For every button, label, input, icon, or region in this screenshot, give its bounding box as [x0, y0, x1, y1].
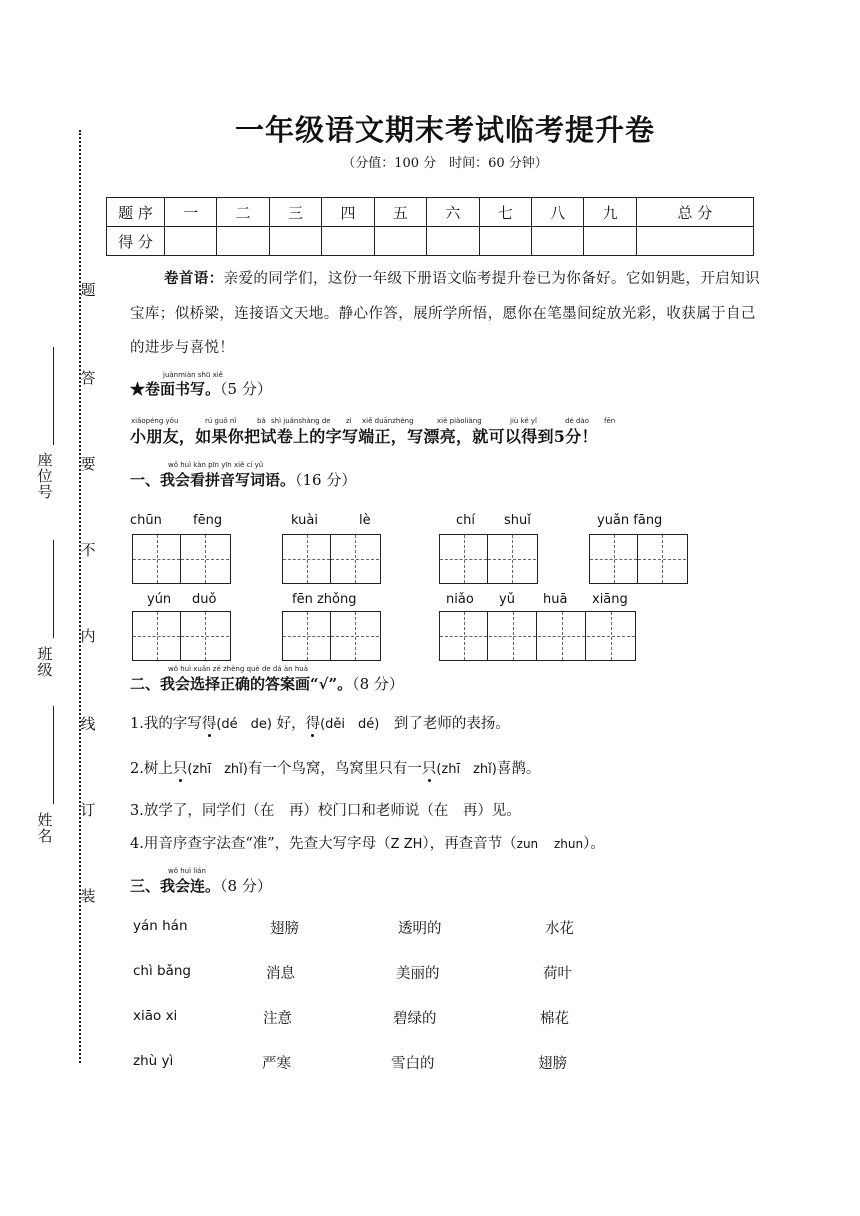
match-pinyin[interactable]: yán hán: [133, 918, 188, 934]
score-table-header-row: [107, 198, 754, 227]
preface-text: 亲爱的同学们，这份一年级下册语文临考提升卷已为你备好。它如钥匙，开启知识宝库；似桥梁，连接语文天地。静心作答，展所学所悟，愿你在笔墨间绽放光彩，收获属于自己的进步与喜悦！: [130, 271, 761, 356]
margin-char: 内: [80, 627, 96, 645]
writing-grid[interactable]: [439, 611, 636, 661]
match-adjective[interactable]: 雪白的: [391, 1056, 435, 1072]
margin-char: 装: [80, 887, 96, 905]
note-pinyin: shì juǎnshàng de: [271, 417, 331, 425]
note-pinyin: fēn: [604, 417, 616, 425]
margin-char: 答: [80, 369, 96, 387]
question-2-4: 4.用音序查字法查“准”，先查大写字母（Z ZH），再查音节（zun zhun）。: [130, 836, 605, 852]
match-word[interactable]: 注意: [263, 1011, 292, 1027]
word-pinyin: huā: [543, 592, 568, 607]
writing-grid[interactable]: [439, 534, 538, 584]
writing-grid[interactable]: [282, 611, 381, 661]
writing-grid[interactable]: [132, 611, 231, 661]
match-noun[interactable]: 翅膀: [538, 1056, 567, 1072]
section2-title: 二、我会选择正确的答案画“√”。（8 分）: [130, 675, 404, 693]
note-pinyin: bǎ: [257, 417, 266, 425]
word-pinyin: yǔ: [499, 592, 515, 607]
score-cell[interactable]: [479, 227, 531, 256]
score-cell[interactable]: [165, 227, 217, 256]
seat-field[interactable]: [53, 347, 54, 445]
word-pinyin: shuǐ: [504, 513, 531, 528]
match-word[interactable]: 翅膀: [270, 921, 299, 937]
page-subtitle: （分值：100 分 时间：60 分钟）: [342, 156, 548, 171]
word-pinyin: duǒ: [192, 592, 217, 607]
star-section-note: 小朋友，如果你把试卷上的字写端正，写漂亮，就可以得到5分！: [130, 427, 598, 446]
note-pinyin: zì: [346, 417, 352, 425]
margin-char: 订: [80, 801, 96, 819]
choice-option[interactable]: zun zhun: [516, 837, 584, 851]
note-pinyin: dé dào: [565, 417, 589, 425]
question-2-3: 3.放学了，同学们（在 再）校门口和老师说（在 再）见。: [130, 803, 521, 819]
word-pinyin: yuǎn fāng: [597, 513, 663, 528]
score-table-header-cell: 一: [165, 198, 217, 227]
score-cell[interactable]: [636, 227, 753, 256]
seat-label: 座位号: [37, 451, 53, 501]
section3-pinyin: wǒ huì lián: [168, 867, 206, 875]
score-table-header-cell: 题 序: [107, 198, 165, 227]
score-table-header-cell: 总 分: [636, 198, 753, 227]
match-noun[interactable]: 水花: [545, 921, 574, 937]
section3-title: 三、我会连。（8 分）: [130, 877, 272, 895]
word-pinyin: lè: [359, 513, 371, 528]
writing-grid[interactable]: [589, 534, 688, 584]
margin-char: 题: [80, 281, 96, 299]
question-2-1: 1.我的字写得(dé de) 好，得(děi dé) 到了老师的表扬。: [130, 716, 510, 732]
match-word[interactable]: 消息: [266, 966, 295, 982]
word-pinyin: chí: [456, 513, 475, 528]
score-cell[interactable]: [217, 227, 269, 256]
note-pinyin: xiě piàoliàng: [437, 417, 482, 425]
choice-option[interactable]: (děi dé): [320, 717, 380, 732]
match-noun[interactable]: 荷叶: [543, 966, 572, 982]
word-pinyin: yún: [147, 592, 172, 607]
margin-char: 要: [80, 455, 96, 473]
score-table-header-cell: 七: [479, 198, 531, 227]
section1-title: 一、我会看拼音写词语。（16 分）: [130, 471, 357, 489]
preface: [130, 262, 766, 366]
match-adjective[interactable]: 透明的: [398, 921, 442, 937]
score-table-header-cell: 二: [217, 198, 269, 227]
word-pinyin: kuài: [291, 513, 318, 528]
score-row-label: 得 分: [107, 227, 165, 256]
score-cell[interactable]: [269, 227, 321, 256]
score-cell[interactable]: [427, 227, 479, 256]
score-table-header-cell: 三: [269, 198, 321, 227]
score-table-header-cell: 四: [322, 198, 374, 227]
choice-option[interactable]: (zhī zhǐ): [436, 762, 497, 777]
note-pinyin: xiě duānzhèng: [362, 417, 414, 425]
section2-pinyin: wǒ huì xuǎn zé zhèng què de dá àn huà: [168, 665, 308, 673]
word-pinyin: xiāng: [592, 592, 628, 607]
class-label: 班级: [37, 645, 53, 679]
writing-grid[interactable]: [132, 534, 231, 584]
section1-pinyin: wǒ huì kàn pīn yīn xiě cí yǔ: [168, 461, 264, 469]
match-word[interactable]: 严寒: [262, 1056, 291, 1072]
star-section-title: ★卷面书写。（5 分）: [130, 380, 272, 398]
score-cell[interactable]: [531, 227, 583, 256]
score-table: [106, 197, 754, 256]
note-pinyin: rú guǒ nǐ: [205, 417, 237, 425]
star-section-pinyin: juànmiàn shū xiě: [163, 371, 223, 379]
match-pinyin[interactable]: chì bǎng: [133, 963, 191, 979]
score-table-header-cell: 九: [584, 198, 636, 227]
name-field[interactable]: [53, 706, 54, 804]
score-table-header-cell: 五: [374, 198, 426, 227]
match-adjective[interactable]: 碧绿的: [393, 1011, 437, 1027]
class-field[interactable]: [53, 540, 54, 638]
word-pinyin: fēn zhǒng: [292, 592, 357, 607]
binding-dotted-line: [79, 130, 81, 1063]
page-title: 一年级语文期末考试临考提升卷: [234, 113, 655, 147]
note-pinyin: jiù kě yǐ: [510, 417, 537, 425]
margin-char: 不: [80, 541, 96, 559]
question-2-2: 2.树上只(zhī zhǐ)有一个鸟窝，鸟窝里只有一只(zhī zhǐ)喜鹊。: [130, 761, 541, 777]
writing-grid[interactable]: [282, 534, 381, 584]
score-cell[interactable]: [322, 227, 374, 256]
score-table-header-cell: 八: [531, 198, 583, 227]
score-cell[interactable]: [374, 227, 426, 256]
preface-label: 卷首语：: [164, 270, 224, 287]
word-pinyin: niǎo: [446, 592, 474, 607]
choice-option[interactable]: (dé de): [216, 717, 272, 732]
choice-option[interactable]: (zhī zhǐ): [187, 762, 248, 777]
score-table-header-cell: 六: [427, 198, 479, 227]
word-pinyin: chūn: [130, 513, 162, 528]
match-pinyin[interactable]: xiāo xi: [133, 1008, 178, 1024]
match-pinyin[interactable]: zhù yì: [133, 1053, 174, 1069]
match-adjective[interactable]: 美丽的: [396, 966, 440, 982]
match-noun[interactable]: 棉花: [540, 1011, 569, 1027]
score-table-score-row: [107, 227, 754, 256]
margin-char: 线: [80, 715, 96, 733]
choice-option[interactable]: Z ZH: [390, 837, 423, 852]
score-cell[interactable]: [584, 227, 636, 256]
note-pinyin: xiǎopéng yǒu: [131, 417, 179, 425]
name-label: 姓名: [37, 811, 53, 845]
word-pinyin: fēng: [193, 513, 223, 528]
